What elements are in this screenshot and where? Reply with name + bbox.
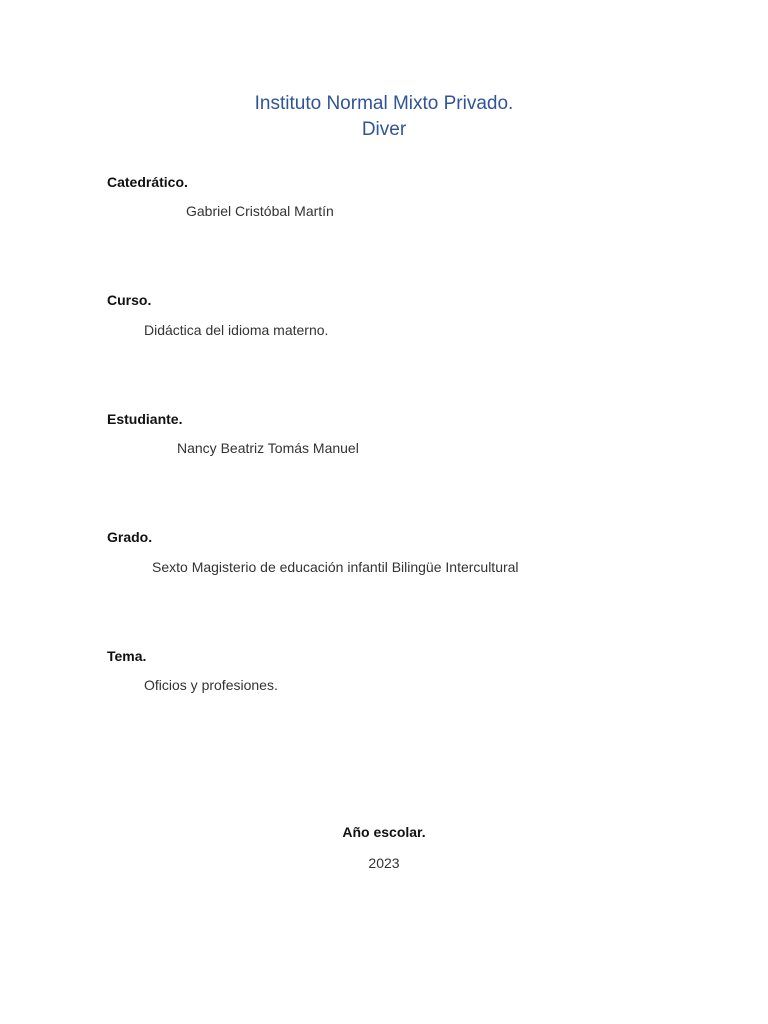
catedratico-label: Catedrático. [107,174,188,190]
estudiante-value: Nancy Beatriz Tomás Manuel [177,440,359,456]
catedratico-value: Gabriel Cristóbal Martín [186,203,334,219]
curso-value: Didáctica del idioma materno. [144,322,329,338]
title-line-name: Diver [361,119,407,140]
tema-value: Oficios y profesiones. [144,677,278,693]
document-title [0,91,768,143]
grado-value: Sexto Magisterio de educación infantil Bilingüe Intercultural [152,559,519,575]
school-year-label: Año escolar. [342,824,426,840]
school-year-value: 2023 [368,855,400,871]
tema-label: Tema. [107,648,147,664]
curso-label: Curso. [107,292,152,308]
estudiante-label: Estudiante. [107,411,183,427]
grado-label: Grado. [107,529,153,545]
title-line-institution: Instituto Normal Mixto Privado. [254,93,514,114]
